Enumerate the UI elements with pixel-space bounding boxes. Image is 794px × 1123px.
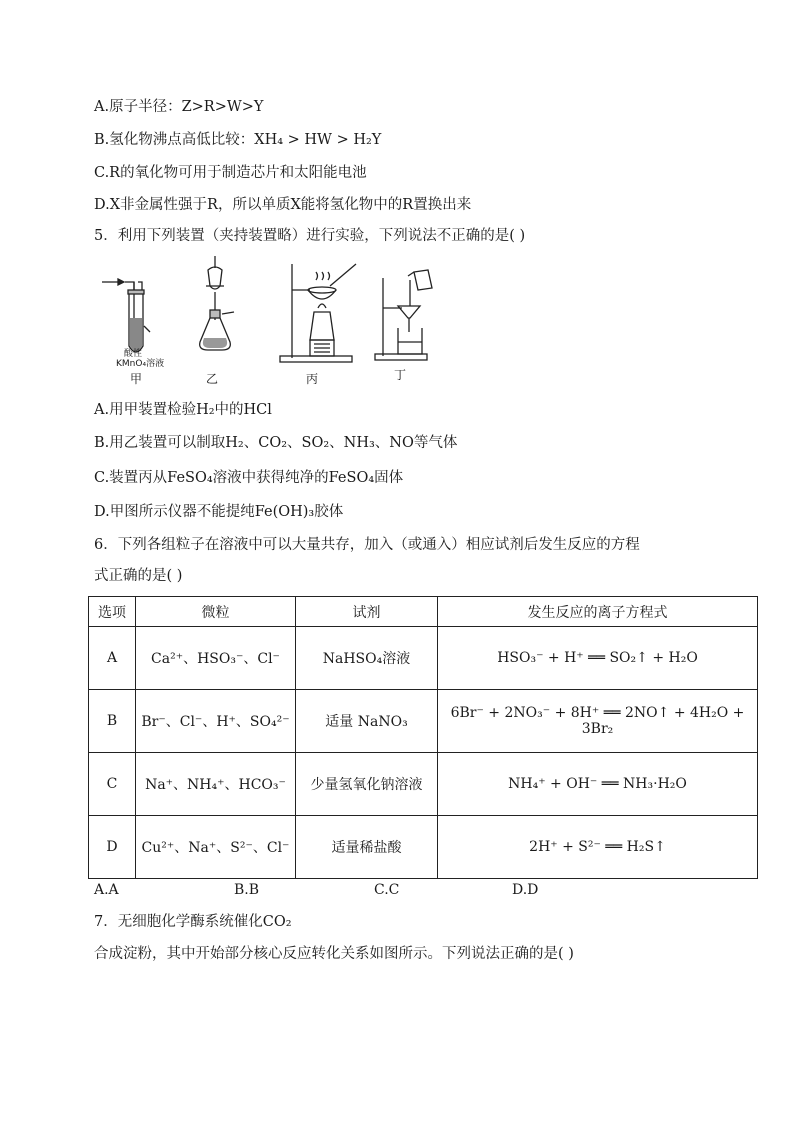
row-option: B xyxy=(89,690,136,753)
q5-option-c: C.装置丙从FeSO₄溶液中获得纯净的FeSO₄固体 xyxy=(94,470,404,486)
q5-stem: 5．利用下列装置（夹持装置略）进行实验，下列说法不正确的是( ) xyxy=(94,228,526,244)
row-particles: Na⁺、NH₄⁺、HCO₃⁻ xyxy=(136,753,296,816)
row-option: D xyxy=(89,816,136,879)
q6-table xyxy=(88,596,758,879)
row-equation: 6Br⁻ + 2NO₃⁻ + 8H⁺ ══ 2NO↑ + 4H₂O + 3Br₂ xyxy=(438,690,758,753)
q5-option-a: A.用甲装置检验H₂中的HCl xyxy=(94,402,272,418)
q4-option-c: C.R的氧化物可用于制造芯片和太阳能电池 xyxy=(94,165,367,181)
q6-answer-d: D.D xyxy=(512,882,539,898)
apparatus-figure xyxy=(98,250,458,390)
row-particles: Br⁻、Cl⁻、H⁺、SO₄²⁻ xyxy=(136,690,296,753)
header-particles: 微粒 xyxy=(136,597,296,627)
row-equation: 2H⁺ + S²⁻ ══ H₂S↑ xyxy=(438,816,758,879)
row-equation: NH₄⁺ + OH⁻ ══ NH₃·H₂O xyxy=(438,753,758,816)
apparatus-label-yi: 乙 xyxy=(206,372,219,386)
q4-option-b-formula: XH₄ > HW > H₂Y xyxy=(254,132,382,148)
header-option: 选项 xyxy=(89,597,136,627)
apparatus-label-jia: 甲 xyxy=(130,372,143,386)
q7-stem-line1: 7．无细胞化学酶系统催化CO₂ xyxy=(94,914,292,930)
q4-option-a: A.原子半径：Z>R>W>Y xyxy=(94,99,264,115)
apparatus-label-ding: 丁 xyxy=(394,368,407,382)
q6-answer-b: B.B xyxy=(234,882,260,898)
apparatus-label-bing: 丙 xyxy=(306,372,319,386)
q6-stem-line2: 式正确的是( ) xyxy=(94,568,183,584)
apparatus-yi xyxy=(200,256,234,350)
row-particles: Ca²⁺、HSO₃⁻、Cl⁻ xyxy=(136,627,296,690)
reagent-label-top: 酸性 xyxy=(124,349,143,359)
table-header-row xyxy=(89,597,758,627)
table-row xyxy=(89,627,758,690)
row-reagent: 适量稀盐酸 xyxy=(296,816,438,879)
q5-option-b: B.用乙装置可以制取H₂、CO₂、SO₂、NH₃、NO等气体 xyxy=(94,435,458,451)
row-reagent: 少量氢氧化钠溶液 xyxy=(296,753,438,816)
q6-answer-c: C.C xyxy=(374,882,400,898)
q4-option-d: D.X非金属性强于R，所以单质X能将氢化物中的R置换出来 xyxy=(94,197,472,213)
row-option: A xyxy=(89,627,136,690)
q6-stem-line1: 6．下列各组粒子在溶液中可以大量共存，加入（或通入）相应试剂后发生反应的方程 xyxy=(94,537,640,553)
reagent-label-bottom: KMnO₄溶液 xyxy=(116,359,165,369)
q7-stem-line2: 合成淀粉，其中开始部分核心反应转化关系如图所示。下列说法正确的是( ) xyxy=(94,946,574,962)
q5-option-d: D.甲图所示仪器不能提纯Fe(OH)₃胶体 xyxy=(94,504,344,520)
table-row xyxy=(89,753,758,816)
apparatus-ding xyxy=(375,270,432,360)
table-row xyxy=(89,816,758,879)
header-equation: 发生反应的离子方程式 xyxy=(438,597,758,627)
q4-option-b xyxy=(94,130,381,150)
row-reagent: NaHSO₄溶液 xyxy=(296,627,438,690)
apparatus-jia xyxy=(102,279,150,352)
q4-option-b-text: B.氢化物沸点高低比较： xyxy=(94,132,255,148)
row-option: C xyxy=(89,753,136,816)
table-row xyxy=(89,690,758,753)
header-reagent: 试剂 xyxy=(296,597,438,627)
row-equation: HSO₃⁻ + H⁺ ══ SO₂↑ + H₂O xyxy=(438,627,758,690)
row-particles: Cu²⁺、Na⁺、S²⁻、Cl⁻ xyxy=(136,816,296,879)
apparatus-bing xyxy=(280,264,356,362)
row-reagent: 适量 NaNO₃ xyxy=(296,690,438,753)
q6-answer-a: A.A xyxy=(94,882,119,898)
